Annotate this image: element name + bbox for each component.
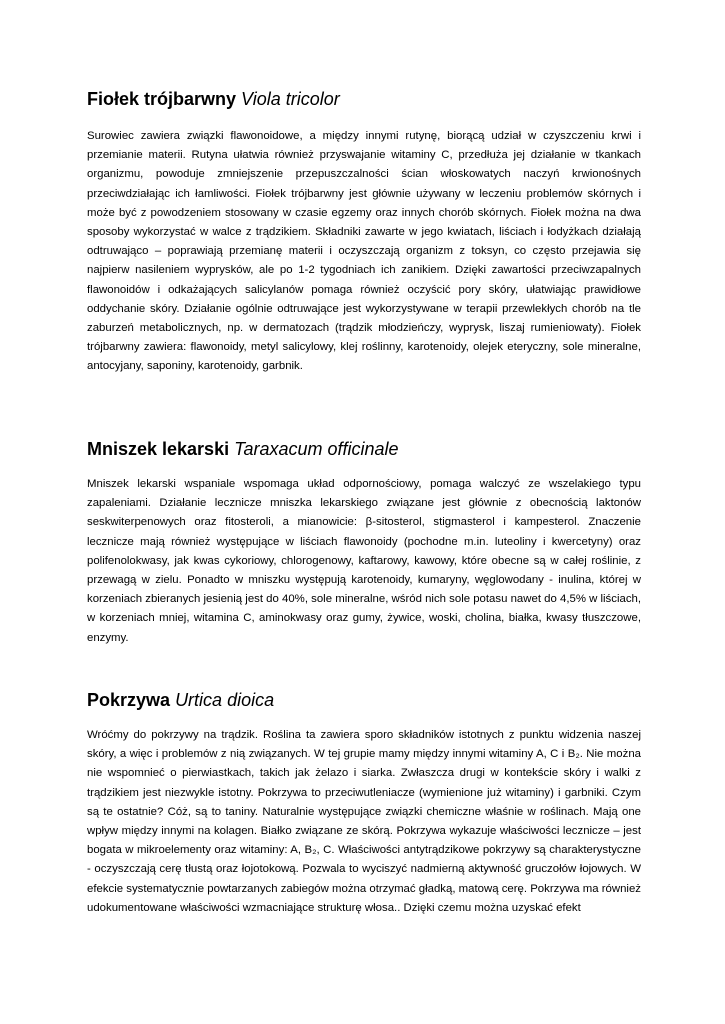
section-body: Wróćmy do pokrzywy na trądzik. Roślina ta zawiera sporo składników istotnych z punktu widzenia naszej skóry, a więc i problemów z nią związanych. W tej grupie mamy między innymi witaminy A, C i B₂. Nie można nie wspomnieć o pierwiastkach, takich jak żelazo i siarka. Zwłaszcza drugi w kontekście skóry i walki z trądzikiem jest niezwykle istotny. Pokrzywa to przeciwutleniacze (wymienione już witaminy) i garbniki. Czym są te ostatnie? Cóż, są to taniny. Naturalnie występujące związki chemiczne właśnie w roślinach. Mają one wpływ między innymi na kolagen. Białko związane ze skórą. Pokrzywa wykazuje właściwości lecznicze – jest bogata w mikroelementy oraz witaminy: A, B₂, C. Właściwości antytrądzikowe pokrzywy są charakterystyczne - oczyszczają cerę tłustą oraz łojotokową. Pozwala to wyciszyć nadmierną aktywność gruczołów łojowych. W efekcie systematycznie powtarzanych zabiegów można otrzymać gładką, matową cerę. Pokrzywa ma również udokumentowane właściwości wzmacniające strukturę włosa.. Dzięki czemu można uzyskać efekt — [87, 729, 641, 914]
section-heading — [87, 438, 641, 460]
section-body: Surowiec zawiera związki flawonoidowe, a między innymi rutynę, biorącą udział w czyszczeniu krwi i przemianie materii. Rutyna ułatwia również przyswajanie witaminy C, przedłuża jej działanie w tkankach organizmu, powoduje zmniejszenie przepuszczalności ścian włoskowatych naczyń krwionośnych przeciwdziałając ich łamliwości. Fiołek trójbarwny jest głównie używany w leczeniu problemów skórnych i może być z powodzeniem stosowany w czasie egzemy oraz innych chorób skórnych. Fiołek można na dwa sposoby wykorzystać w walce z trądzikiem. Składniki zawarte w jego kwiatach, liściach i łodyżkach działają odtruwająco – poprawiają przemianę materii i oczyszczają organizm z toksyn, co często przejawia się najpierw nasileniem wyprysków, ale po 1-2 tygodniach ich zanikiem. Dzięki zawartości przeciwzapalnych flawonoidów i odkażających salicylanów pomaga również oczyścić pory skóry, ułatwiając prawidłowe oddychanie skóry. Działanie ogólnie odtruwające jest wykorzystywane w terapii przewlekłych chorób na tle zaburzeń metabolicznych, np. w dermatozach (trądzik młodzieńczy, wyprysk, liszaj rumieniowaty). Fiołek trójbarwny zawiera: flawonoidy, metyl salicylowy, klej roślinny, karotenoidy, olejek eteryczny, sole mineralne, antocyjany, saponiny, karotenoidy, garbnik. — [87, 130, 641, 373]
common-name: Fiołek trójbarwny — [87, 89, 237, 109]
section-heading — [87, 88, 641, 110]
section-urtica-dioica — [87, 689, 641, 914]
latin-name: Urtica dioica — [175, 690, 275, 710]
section-viola-tricolor — [87, 88, 641, 373]
latin-name: Viola tricolor — [241, 89, 340, 109]
section-body: Mniszek lekarski wspaniale wspomaga układ odpornościowy, pomaga walczyć ze wszelakiego typu zapaleniami. Działanie lecznicze mniszka lekarskiego związane jest głównie z obecnością laktonów seskwiterpenowych oraz fitosteroli, a mianowicie: β-sitosterol, stigmasterol i kampesterol. Znaczenie lecznicze mają również występujące w liściach flawonoidy (pochodne m.in. luteoliny i kwercetyny) oraz polifenolokwasy, jak kwas cykoriowy, chlorogenowy, kaftarowy, kawowy, które obecne są w całej roślinie, z przewagą w zielu. Ponadto w mniszku występują karotenoidy, kumaryny, węglowodany - inulina, której w korzeniach zbieranych jesienią jest do 40%, sole mineralne, wśród nich sole potasu nawet do 4,5% w liściach, w korzeniach mniej, witamina C, aminokwasy oraz gumy, żywice, woski, cholina, białka, kwasy tłuszczowe, enzymy. — [87, 478, 642, 644]
common-name: Mniszek lekarski — [87, 439, 230, 459]
common-name: Pokrzywa — [87, 690, 171, 710]
latin-name: Taraxacum officinale — [234, 439, 399, 459]
section-taraxacum-officinale — [87, 438, 642, 644]
section-heading — [87, 689, 641, 711]
